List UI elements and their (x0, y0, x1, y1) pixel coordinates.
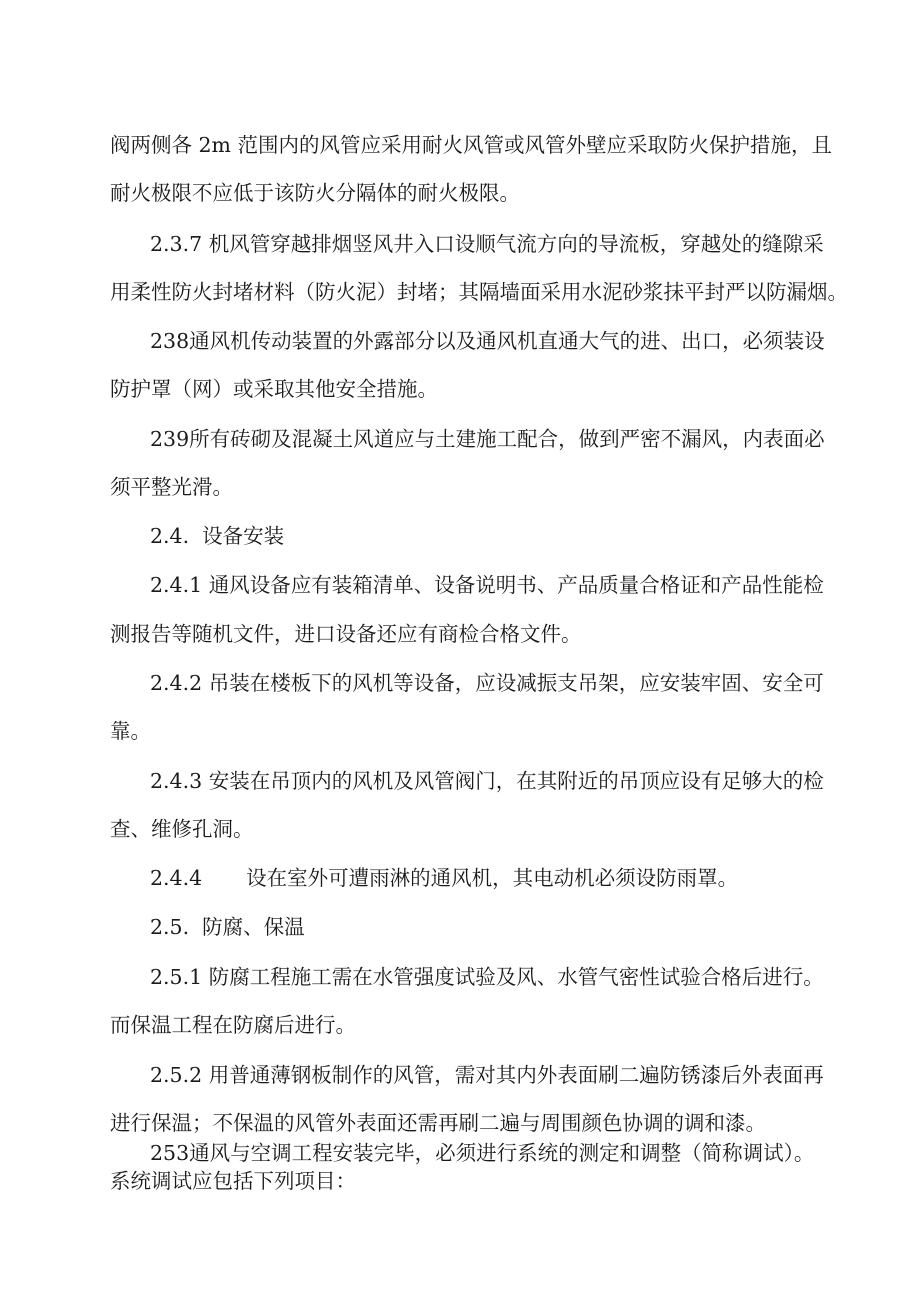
paragraph-line: 2.4.3 安装在吊顶内的风机及风管阀门，在其附近的吊顶应设有足够大的检 (150, 769, 824, 793)
paragraph-line: 须平整光滑。 (110, 475, 233, 499)
clause-number: 238 (150, 329, 190, 353)
paragraph-line: 防护罩（网）或采取其他安全措施。 (110, 377, 438, 401)
section-number: 2.5. (150, 915, 190, 939)
paragraph-line: 阀两侧各 2m 范围内的风管应采用耐火风管或风管外壁应采取防火保护措施，且 (110, 133, 833, 157)
clause-number: 2.3.7 (150, 232, 203, 256)
paragraph-line: 2.3.7 机风管穿越排烟竖风井入口设顺气流方向的导流板，穿越处的缝隙采 (150, 232, 824, 256)
clause-number: 2.4.1 (150, 573, 203, 597)
section-number: 2.4. (150, 524, 190, 548)
paragraph-line: 239所有砖砌及混凝土风道应与土建施工配合，做到严密不漏风，内表面必 (150, 427, 825, 451)
paragraph-line: 靠。 (110, 719, 151, 743)
paragraph-line: 238通风机传动装置的外露部分以及通风机直通大气的进、出口，必须装设 (150, 329, 825, 353)
clause-number: 2.5.2 (150, 1063, 203, 1087)
paragraph-line: 用柔性防火封堵材料（防火泥）封堵；其隔墙面采用水泥砂浆抹平封严以防漏烟。 (110, 280, 848, 304)
paragraph-line: 查、维修孔洞。 (110, 817, 254, 841)
section-title: 防腐、保温 (202, 915, 305, 939)
paragraph-line: 进行保温；不保温的风管外表面还需再刷二遍与周围颜色协调的调和漆。 (110, 1111, 766, 1135)
clause-number: 2.5.1 (150, 965, 203, 989)
paragraph-line: 系统调试应包括下列项目： (110, 1169, 356, 1193)
clause-number: 253 (150, 1141, 190, 1165)
paragraph-line: 253通风与空调工程安装完毕，必须进行系统的测定和调整（简称调试）。 (150, 1141, 815, 1165)
section-title: 设备安装 (202, 524, 285, 548)
clause-number: 2.4.2 (150, 671, 203, 695)
clause-number: 239 (150, 427, 190, 451)
paragraph-line: 2.4.4 设在室外可遭雨淋的通风机，其电动机必须设防雨罩。 (150, 866, 739, 890)
section-heading (150, 522, 284, 550)
clause-number: 2.4.3 (150, 769, 203, 793)
paragraph-line: 2.5.2 用普通薄钢板制作的风管，需对其内外表面刷二遍防锈漆后外表面再 (150, 1063, 824, 1087)
paragraph-line: 测报告等随机文件，进口设备还应有商检合格文件。 (110, 622, 582, 646)
clause-number: 2.4.4 (150, 866, 203, 890)
paragraph-line: 2.4.2 吊装在楼板下的风机等设备，应设减振支吊架，应安装牢固、安全可 (150, 671, 824, 695)
paragraph-line: 耐火极限不应低于该防火分隔体的耐火极限。 (110, 181, 520, 205)
section-heading (150, 913, 305, 941)
paragraph-line: 而保温工程在防腐后进行。 (110, 1013, 356, 1037)
paragraph-line: 2.5.1 防腐工程施工需在水管强度试验及风、水管气密性试验合格后进行。 (150, 965, 824, 989)
paragraph-line: 2.4.1 通风设备应有装箱清单、设备说明书、产品质量合格证和产品性能检 (150, 573, 824, 597)
